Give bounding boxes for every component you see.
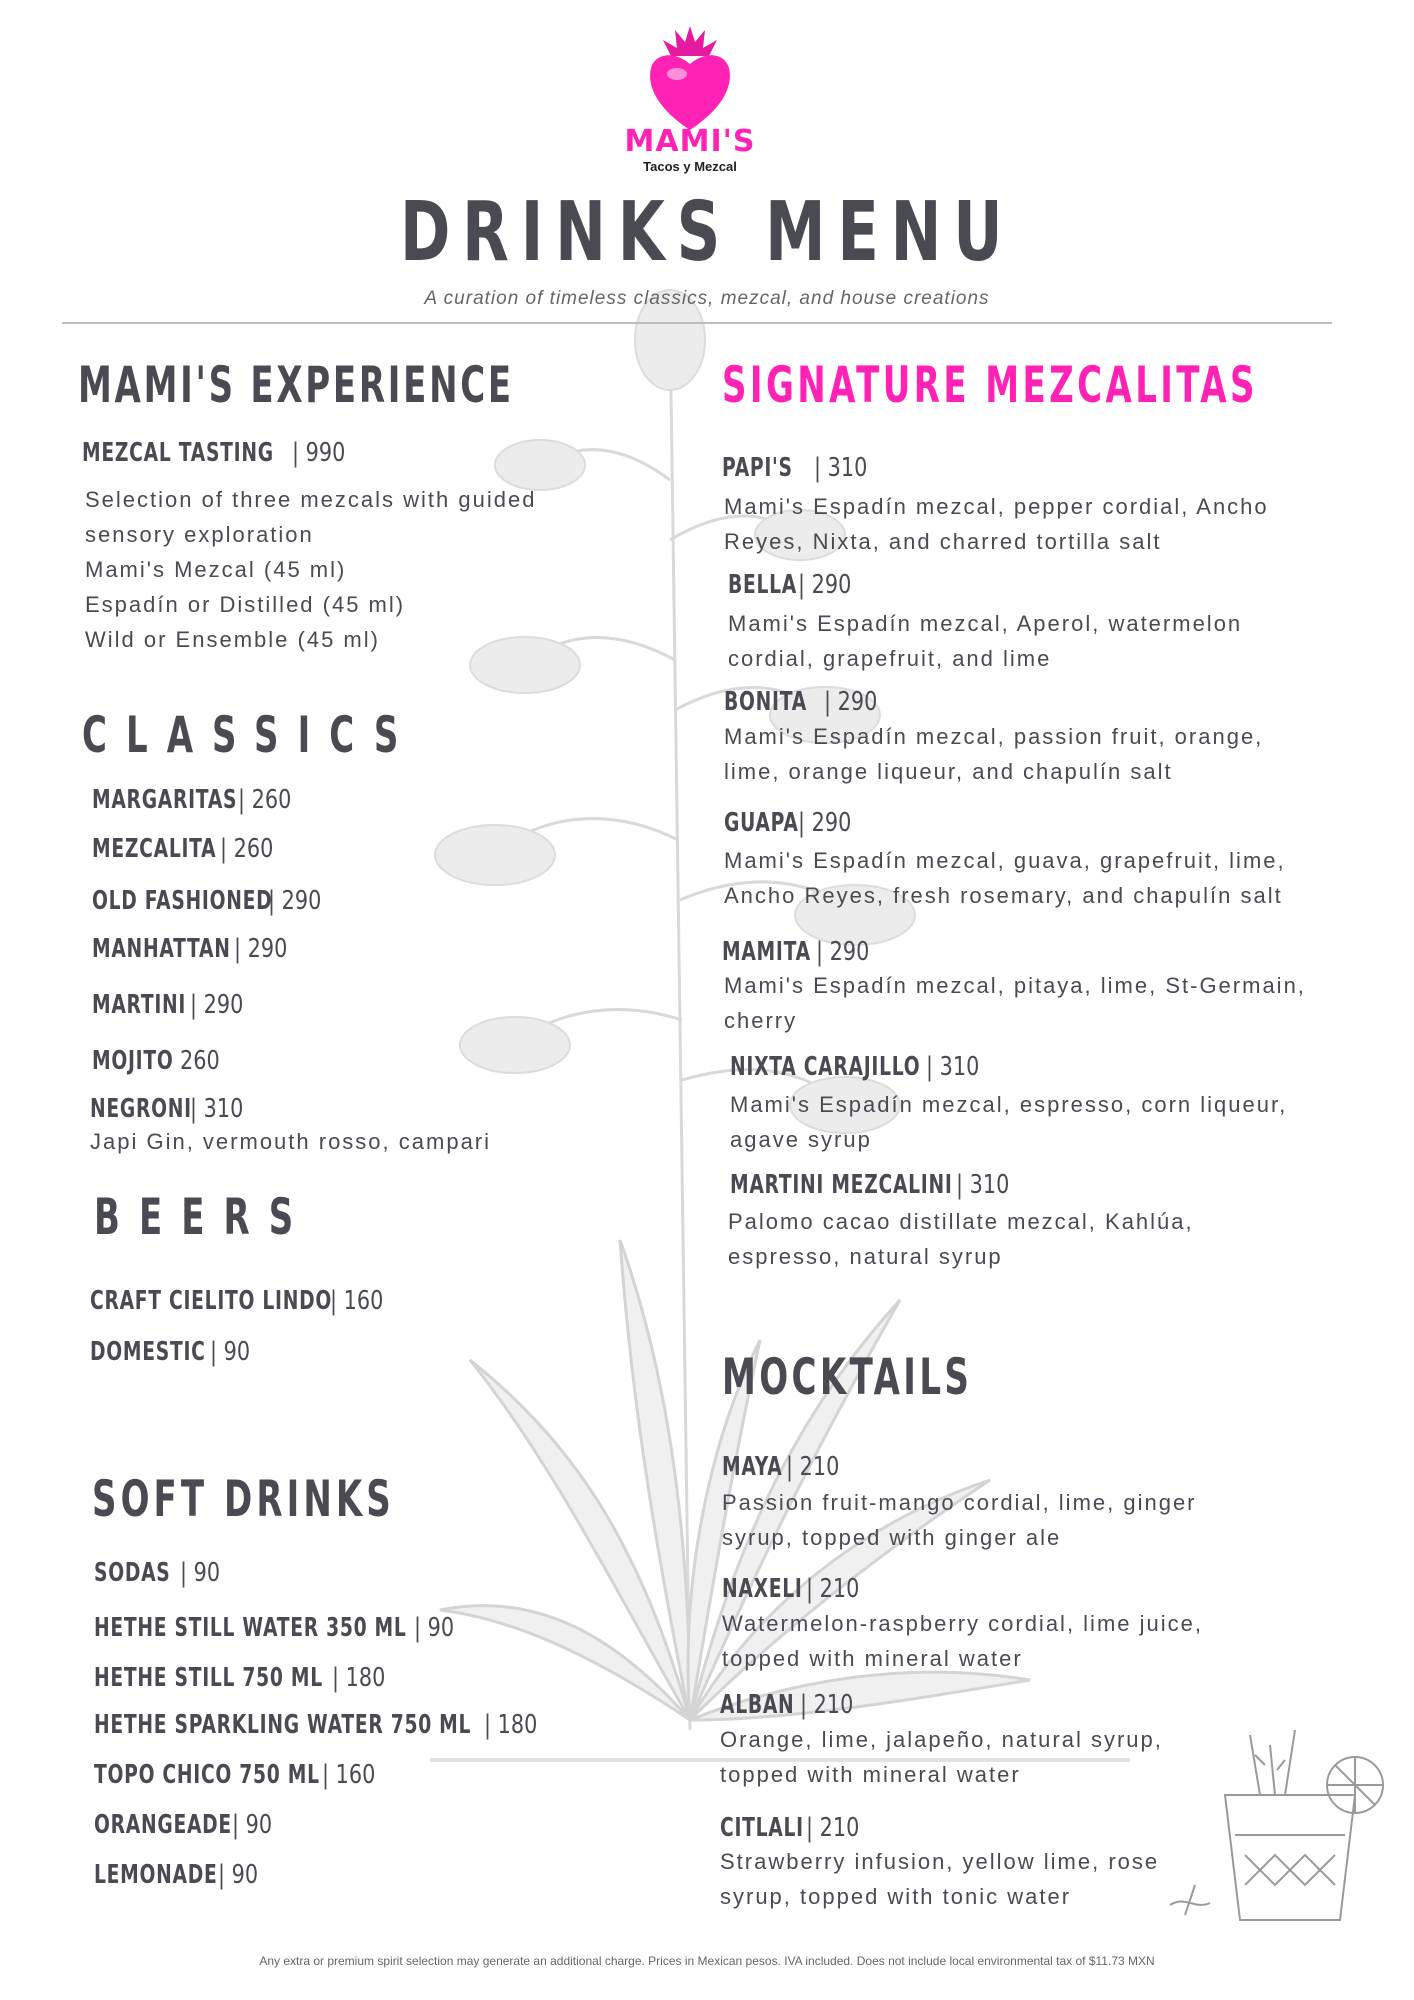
description-line: Mami's Espadín mezcal, pitaya, lime, St-Germain, xyxy=(724,973,1306,998)
item-name: MARGARITAS xyxy=(92,785,238,815)
item-name: PAPI'S xyxy=(722,453,793,483)
description-line: Mami's Espadín mezcal, pepper cordial, Ancho xyxy=(724,494,1269,519)
description-line: Selection of three mezcals with guided xyxy=(85,487,537,512)
brand-tagline: Tacos y Mezcal xyxy=(643,159,737,174)
item-price: | 260 xyxy=(220,834,274,864)
header-divider xyxy=(62,322,1332,324)
item-name: HETHE SPARKLING WATER 750 ML xyxy=(94,1710,472,1740)
item-name: CITLALI xyxy=(720,1813,804,1843)
description-line: Ancho Reyes, fresh rosemary, and chapulín salt xyxy=(724,883,1283,908)
item-name: MARTINI MEZCALINI xyxy=(730,1170,953,1200)
item-description xyxy=(728,606,1242,676)
page-title: DRINKS MENU xyxy=(399,185,1015,280)
item-price: | 90 xyxy=(232,1810,273,1840)
item-price: | 210 xyxy=(800,1690,854,1720)
item-price: | 290 xyxy=(798,808,852,838)
description-line: Mami's Espadín mezcal, espresso, corn liqueur, xyxy=(730,1092,1288,1117)
item-name: DOMESTIC xyxy=(90,1337,206,1367)
item-description xyxy=(724,843,1286,913)
item-name: OLD FASHIONED xyxy=(92,886,273,916)
item-name: NAXELI xyxy=(722,1574,803,1604)
heart-logo-icon xyxy=(645,22,735,132)
item-price: | 290 xyxy=(268,886,322,916)
item-name: BONITA xyxy=(724,687,807,717)
item-price: | 310 xyxy=(956,1170,1010,1200)
item-name: SODAS xyxy=(94,1558,171,1588)
item-price: | 310 xyxy=(814,453,868,483)
item-price: | 310 xyxy=(926,1052,980,1082)
description-line: Passion fruit-mango cordial, lime, ginger xyxy=(722,1490,1197,1515)
item-description xyxy=(724,968,1306,1038)
description-line: Reyes, Nixta, and charred tortilla salt xyxy=(724,529,1162,554)
item-description xyxy=(720,1844,1159,1914)
section-title-signature: SIGNATURE MEZCALITAS xyxy=(722,356,1258,414)
description-line: syrup, topped with ginger ale xyxy=(722,1525,1062,1550)
item-price: | 990 xyxy=(292,438,346,468)
brand-name: MAMI'S xyxy=(624,124,756,159)
item-description xyxy=(722,1485,1197,1555)
item-name: MOJITO xyxy=(92,1046,174,1076)
item-name: MAYA xyxy=(722,1452,783,1482)
item-name: GUAPA xyxy=(724,808,799,838)
description-line: syrup, topped with tonic water xyxy=(720,1884,1072,1909)
description-line: Espadín or Distilled (45 ml) xyxy=(85,592,406,617)
description-line: sensory exploration xyxy=(85,522,314,547)
description-line: Orange, lime, jalapeño, natural syrup, xyxy=(720,1727,1163,1752)
item-name: HETHE STILL 750 ML xyxy=(94,1663,323,1693)
item-name: MARTINI xyxy=(92,990,187,1020)
description-line: cordial, grapefruit, and lime xyxy=(728,646,1052,671)
item-description xyxy=(724,719,1263,789)
experience-description xyxy=(85,482,536,657)
item-name: LEMONADE xyxy=(94,1860,218,1890)
item-name: MEZCAL TASTING xyxy=(82,438,274,468)
cocktail-glass-illustration xyxy=(1165,1725,1395,1935)
description-line: Mami's Mezcal (45 ml) xyxy=(85,557,347,582)
negroni-description: Japi Gin, vermouth rosso, campari xyxy=(90,1129,492,1154)
item-price: | 290 xyxy=(824,687,878,717)
description-line: topped with mineral water xyxy=(722,1646,1023,1671)
item-price: | 90 xyxy=(414,1613,455,1643)
description-line: Strawberry infusion, yellow lime, rose xyxy=(720,1849,1160,1874)
item-name: BELLA xyxy=(728,570,798,600)
footer-note: Any extra or premium spirit selection may generate an additional charge. Prices in Mexican pesos. IVA included. Does not include local environmental tax of $11.73 MXN xyxy=(259,1954,1155,1968)
item-name: MEZCALITA xyxy=(92,834,217,864)
item-name: NEGRONI xyxy=(90,1094,192,1124)
item-price: | 210 xyxy=(786,1452,840,1482)
item-name: TOPO CHICO 750 ML xyxy=(94,1760,320,1790)
description-line: Watermelon-raspberry cordial, lime juice, xyxy=(722,1611,1203,1636)
section-title-beers: BEERS xyxy=(94,1188,313,1246)
description-line: lime, orange liqueur, and chapulín salt xyxy=(724,759,1173,784)
item-name: ORANGEADE xyxy=(94,1810,232,1840)
section-title-classics: CLASSICS xyxy=(82,706,418,764)
description-line: Palomo cacao distillate mezcal, Kahlúa, xyxy=(728,1209,1194,1234)
item-price: | 290 xyxy=(798,570,852,600)
section-title-soft-drinks: SOFT DRINKS xyxy=(92,1470,395,1528)
description-line: agave syrup xyxy=(730,1127,872,1152)
description-line: Mami's Espadín mezcal, guava, grapefruit, lime, xyxy=(724,848,1286,873)
item-description xyxy=(720,1722,1163,1792)
item-price: | 180 xyxy=(484,1710,538,1740)
item-name: CRAFT CIELITO LINDO xyxy=(90,1286,332,1316)
description-line: Mami's Espadín mezcal, passion fruit, orange, xyxy=(724,724,1264,749)
item-price: | 90 xyxy=(180,1558,221,1588)
item-price: | 160 xyxy=(330,1286,384,1316)
description-line: Mami's Espadín mezcal, Aperol, watermelon xyxy=(728,611,1243,636)
item-price: | 90 xyxy=(218,1860,259,1890)
item-price: | 210 xyxy=(806,1813,860,1843)
item-price: 260 xyxy=(180,1046,220,1076)
item-price: | 290 xyxy=(816,937,870,967)
item-name: HETHE STILL WATER 350 ML xyxy=(94,1613,407,1643)
item-description xyxy=(724,489,1269,559)
item-price: | 290 xyxy=(234,934,288,964)
page-subtitle: A curation of timeless classics, mezcal, and house creations xyxy=(424,288,990,309)
item-name: MAMITA xyxy=(722,937,811,967)
section-title-experience: MAMI'S EXPERIENCE xyxy=(78,356,514,414)
description-line: topped with mineral water xyxy=(720,1762,1021,1787)
item-price: | 90 xyxy=(210,1337,251,1367)
description-line: cherry xyxy=(724,1008,798,1033)
item-price: | 260 xyxy=(238,785,292,815)
section-title-mocktails: MOCKTAILS xyxy=(722,1348,973,1406)
description-line: espresso, natural syrup xyxy=(728,1244,1003,1269)
item-name: NIXTA CARAJILLO xyxy=(730,1052,921,1082)
item-description xyxy=(730,1087,1287,1157)
item-price: | 310 xyxy=(190,1094,244,1124)
item-name: ALBAN xyxy=(720,1690,795,1720)
item-price: | 210 xyxy=(806,1574,860,1604)
item-price: | 160 xyxy=(322,1760,376,1790)
item-name: MANHATTAN xyxy=(92,934,231,964)
item-price: | 180 xyxy=(332,1663,386,1693)
item-description xyxy=(722,1606,1203,1676)
description-line: Wild or Ensemble (45 ml) xyxy=(85,627,380,652)
item-price: | 290 xyxy=(190,990,244,1020)
item-description xyxy=(728,1204,1194,1274)
